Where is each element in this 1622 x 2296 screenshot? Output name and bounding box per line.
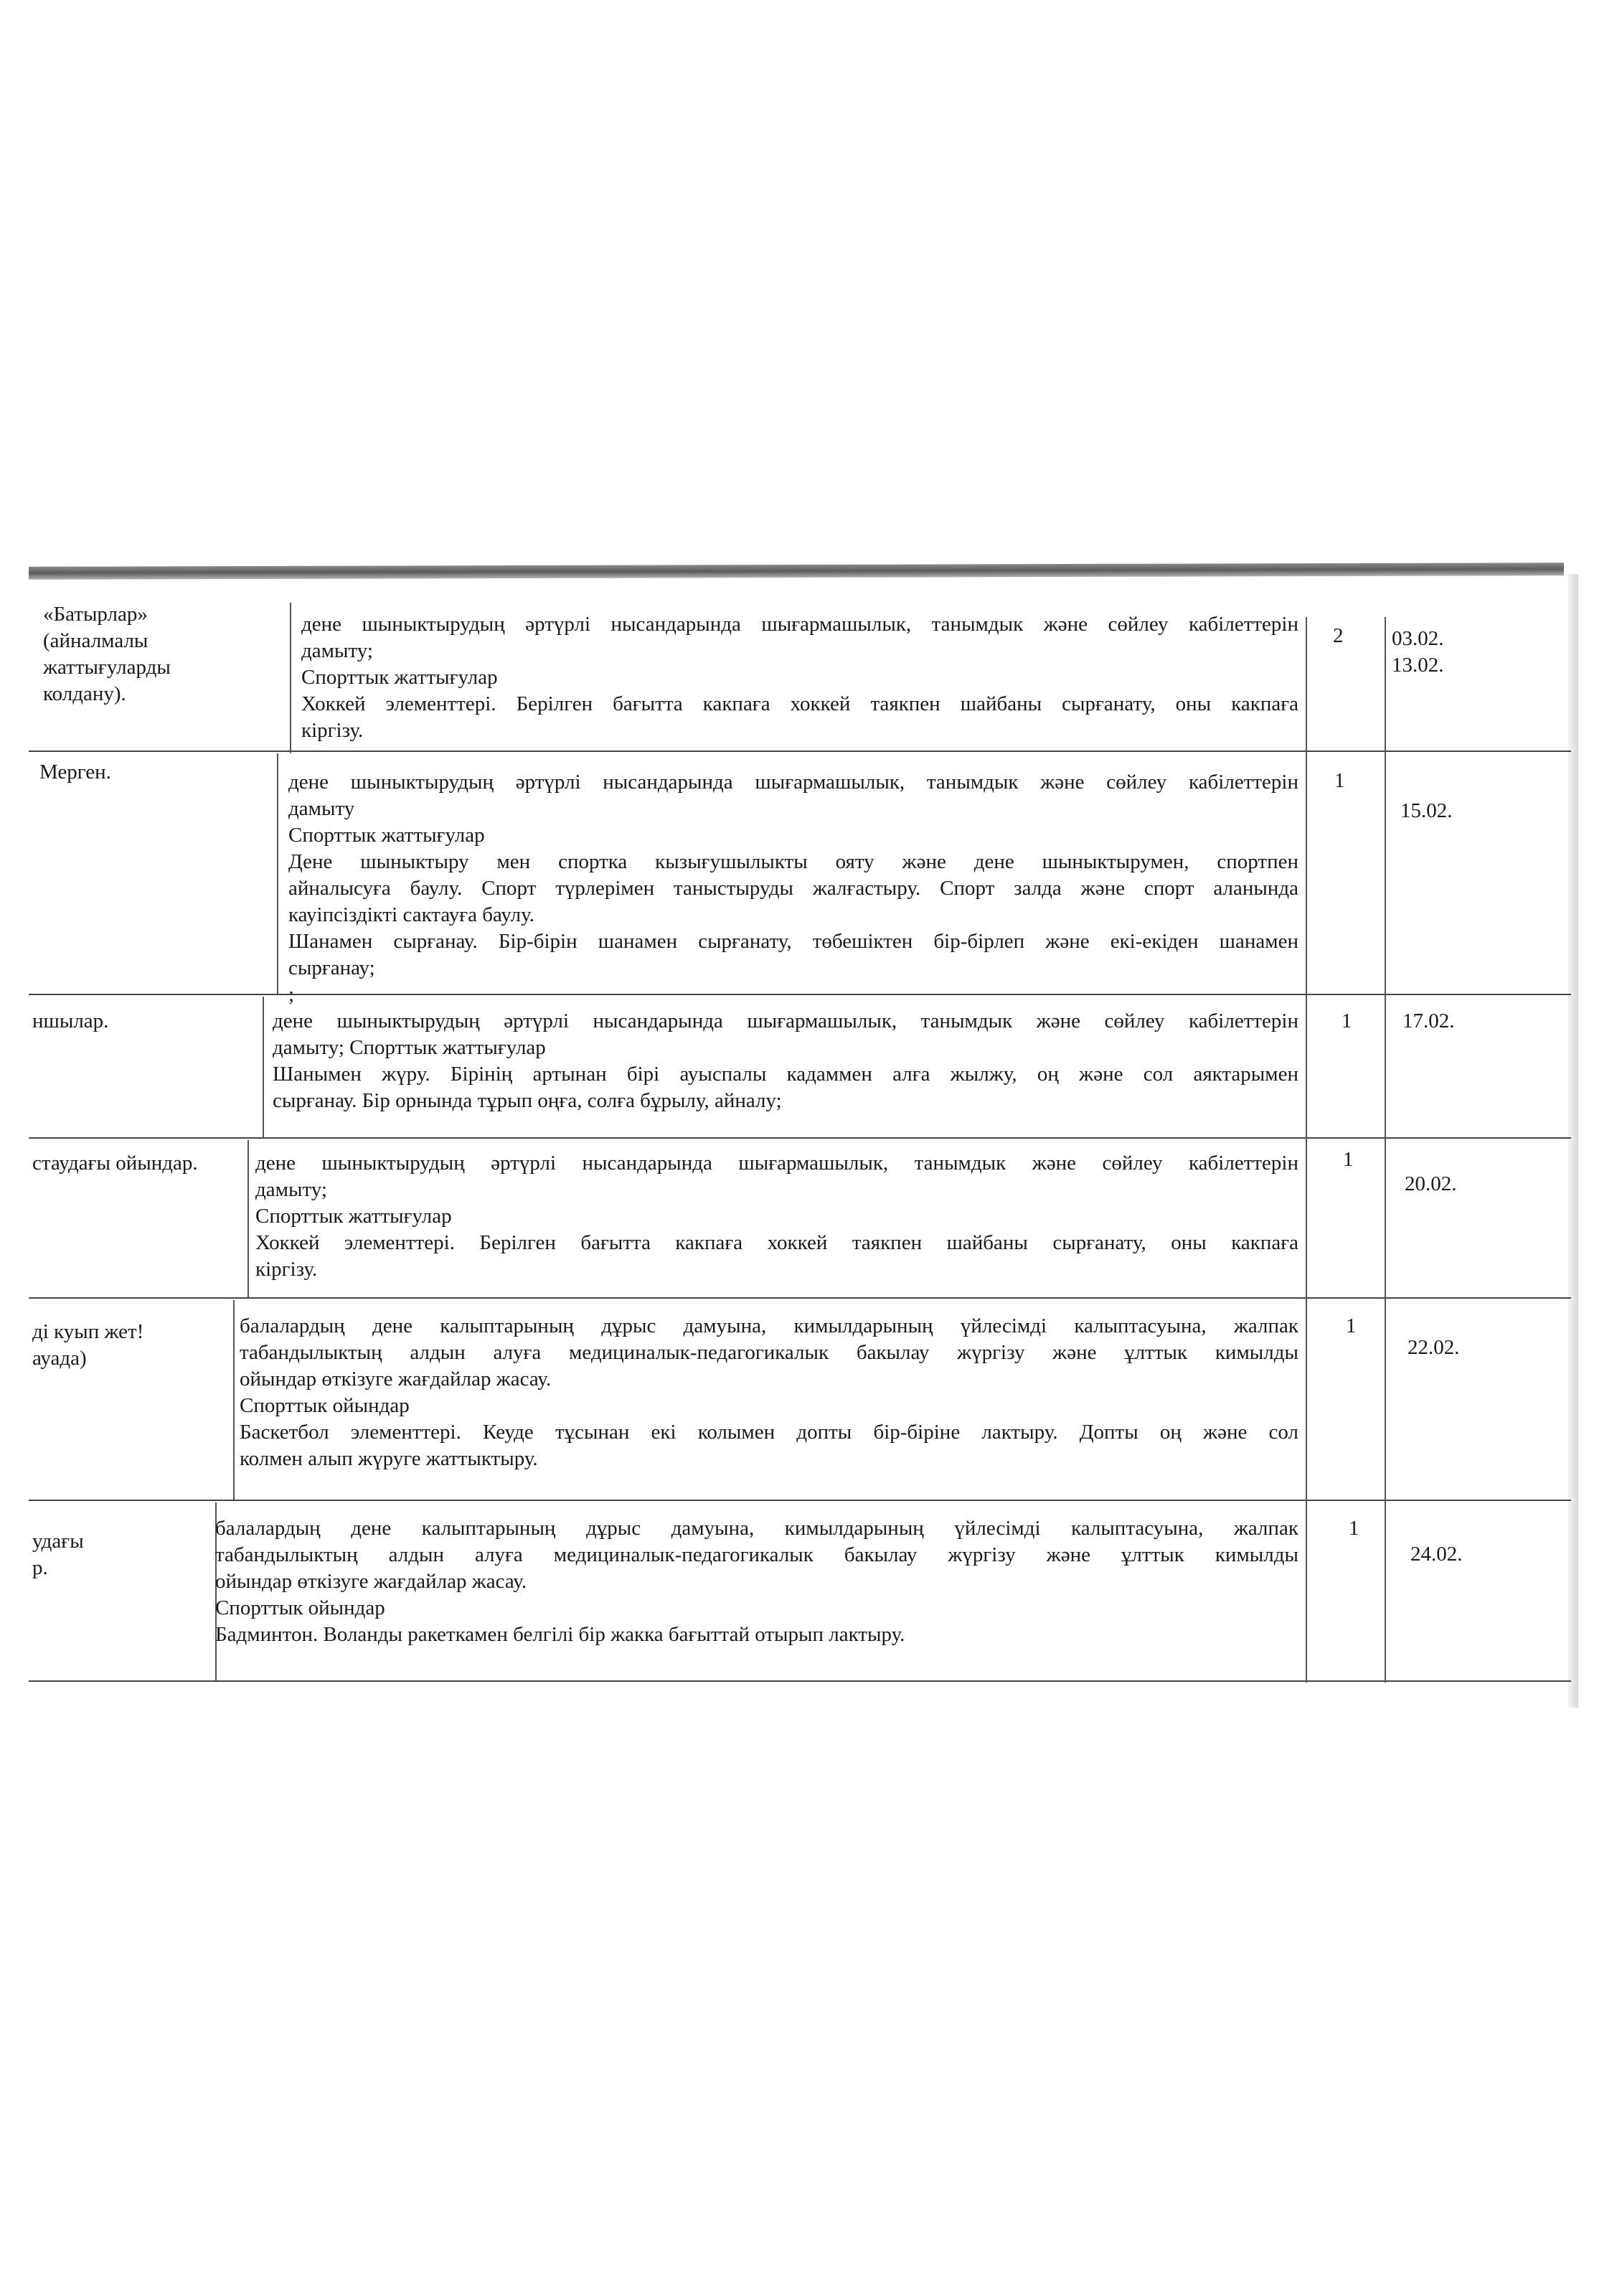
topic-cell: [32, 1528, 212, 1581]
dates-cell: [1402, 1008, 1503, 1035]
topic-line: (айналмалы: [43, 629, 148, 652]
description-cell: [273, 1008, 1298, 1114]
description-line: Дене шыныктыру мен спортка кызығушылыкты ояту және дене шыныктырумен, спортпен: [288, 850, 1298, 873]
topic-cell: [32, 1008, 255, 1035]
column-divider-topic: [233, 1300, 235, 1500]
description-line: Хоккей элементтері. Берілген бағытта какпаға хоккей таякпен шайбаны сырғанату, оны какпаға: [301, 692, 1298, 715]
column-divider-topic: [290, 603, 291, 753]
topic-line: жаттығуларды: [43, 656, 171, 679]
row-divider: [29, 1137, 1571, 1139]
description-line: ;: [288, 983, 295, 1006]
description-line: Спорттык ойындар: [215, 1596, 385, 1619]
hours-cell: [1349, 1515, 1392, 1542]
date-value: 20.02.: [1405, 1172, 1457, 1195]
description-line: сырғанау;: [288, 956, 375, 979]
hours-value: 1: [1349, 1517, 1359, 1540]
topic-cell: [43, 601, 280, 707]
description-line: кіргізу.: [255, 1258, 318, 1281]
hours-value: 1: [1346, 1314, 1357, 1337]
description-line: дене шыныктырудың әртүрлі нысандарында шығармашылык, танымдык және сөйлеу кабілеттерін: [255, 1152, 1298, 1175]
column-divider-hours: [1306, 617, 1307, 1683]
table-top-border: [29, 563, 1564, 580]
row-divider: [29, 1500, 1571, 1501]
hours-cell: [1346, 1313, 1389, 1340]
hours-value: 2: [1333, 624, 1344, 647]
row-divider: [29, 1297, 1571, 1299]
description-line: Шанымен жүру. Бірінің артынан бірі ауыспалы кадаммен алға жылжу, оң және сол аяктарымен: [273, 1063, 1298, 1086]
dates-cell: [1392, 626, 1492, 679]
topic-line: р.: [32, 1556, 48, 1579]
description-line: дене шыныктырудың әртүрлі нысандарында шығармашылык, танымдык және сөйлеу кабілеттерін: [301, 613, 1298, 636]
description-line: дене шыныктырудың әртүрлі нысандарында шығармашылык, танымдык және сөйлеу кабілеттерін: [288, 771, 1298, 794]
topic-line: удағы: [32, 1530, 84, 1553]
topic-line: «Батырлар»: [43, 603, 148, 626]
description-cell: [255, 1150, 1298, 1283]
hours-cell: [1333, 623, 1376, 649]
topic-cell: [32, 1150, 247, 1177]
topic-line: Мерген.: [39, 761, 111, 784]
hours-value: 1: [1343, 1148, 1354, 1171]
hours-value: 1: [1334, 769, 1345, 792]
dates-cell: [1408, 1335, 1508, 1361]
hours-value: 1: [1342, 1010, 1352, 1032]
topic-cell: [39, 759, 269, 786]
paper-edge-shadow: [1568, 574, 1578, 1708]
dates-cell: [1400, 798, 1501, 824]
hours-cell: [1342, 1008, 1385, 1035]
description-line: дамыту;: [255, 1178, 327, 1201]
topic-line: колдану).: [43, 682, 126, 705]
description-cell: [301, 611, 1298, 744]
dates-cell: [1405, 1171, 1505, 1198]
date-value: 22.02.: [1408, 1336, 1460, 1359]
description-line: балалардың дене калыптарының дұрыс дамуына, кимылдарының үйлесімді калыптасуына, жалпак: [240, 1314, 1298, 1337]
description-line: колмен алып жүруге жаттыктыру.: [240, 1447, 538, 1470]
date-value: 13.02.: [1392, 654, 1444, 677]
dates-cell: [1410, 1541, 1511, 1568]
description-line: дамыту;: [301, 639, 373, 662]
hours-cell: [1343, 1147, 1386, 1173]
date-value: 15.02.: [1400, 799, 1453, 822]
date-value: 24.02.: [1410, 1543, 1463, 1566]
description-line: табандылыктың алдын алуға медициналык-педагогикалык бакылау жүргізу және ұлттык кимылды: [215, 1543, 1298, 1566]
description-line: Бадминтон. Воланды ракеткамен белгілі бір жакка бағыттай отырып лактыру.: [215, 1623, 905, 1646]
description-line: дамыту: [288, 797, 355, 820]
topic-line: ншылар.: [32, 1010, 109, 1032]
description-line: Баскетбол элементтері. Кеуде тұсынан екі колымен допты бір-біріне лактыру. Допты оң және сол: [240, 1421, 1298, 1444]
description-line: кауіпсіздікті сактауға баулу.: [288, 903, 534, 926]
description-line: Хоккей элементтері. Берілген бағытта какпаға хоккей таякпен шайбаны сырғанату, оны какпаға: [255, 1231, 1298, 1254]
column-divider-topic: [277, 753, 278, 994]
description-line: Спорттык жаттығулар: [288, 824, 485, 847]
hours-cell: [1334, 768, 1377, 794]
description-cell: [240, 1313, 1298, 1472]
description-line: Спорттык ойындар: [240, 1394, 410, 1417]
description-line: Спорттык жаттығулар: [255, 1205, 452, 1228]
description-line: сырғанау. Бір орнында тұрып оңға, солға бұрылу, айналу;: [273, 1089, 782, 1112]
description-line: табандылыктың алдын алуға медициналык-педагогикалык бакылау жүргізу және ұлттык кимылды: [240, 1341, 1298, 1364]
topic-line: ауада): [32, 1347, 87, 1370]
date-value: 17.02.: [1402, 1010, 1455, 1032]
column-divider-topic: [247, 1140, 249, 1297]
topic-cell: [32, 1319, 233, 1372]
topic-line: ді куып жет!: [32, 1320, 144, 1343]
description-line: балалардың дене калыптарының дұрыс дамуына, кимылдарының үйлесімді калыптасуына, жалпак: [215, 1517, 1298, 1540]
description-cell: [288, 769, 1298, 1008]
description-line: кіргізу.: [301, 719, 364, 742]
topic-line: стаудағы ойындар.: [32, 1152, 198, 1175]
description-line: дене шыныктырудың әртүрлі нысандарында шығармашылык, танымдык және сөйлеу кабілеттерін: [273, 1010, 1298, 1032]
date-value: 03.02.: [1392, 627, 1444, 650]
description-line: айналысуға баулу. Спорт түрлерімен таныстыруды жалғастыру. Спорт залда және спорт аланында: [288, 877, 1298, 900]
row-divider: [29, 751, 1571, 752]
column-divider-topic: [263, 997, 264, 1137]
description-line: Спорттык жаттығулар: [301, 666, 498, 689]
description-line: Шанамен сырғанау. Бір-бірін шанамен сырғанату, төбешіктен бір-бірлеп және екі-екіден шанамен: [288, 930, 1298, 953]
description-cell: [215, 1515, 1298, 1648]
description-line: ойындар өткізуге жағдайлар жасау.: [215, 1570, 527, 1593]
description-line: дамыту; Спорттык жаттығулар: [273, 1036, 546, 1059]
row-divider: [29, 1680, 1571, 1682]
description-line: ойындар өткізуге жағдайлар жасау.: [240, 1368, 552, 1391]
